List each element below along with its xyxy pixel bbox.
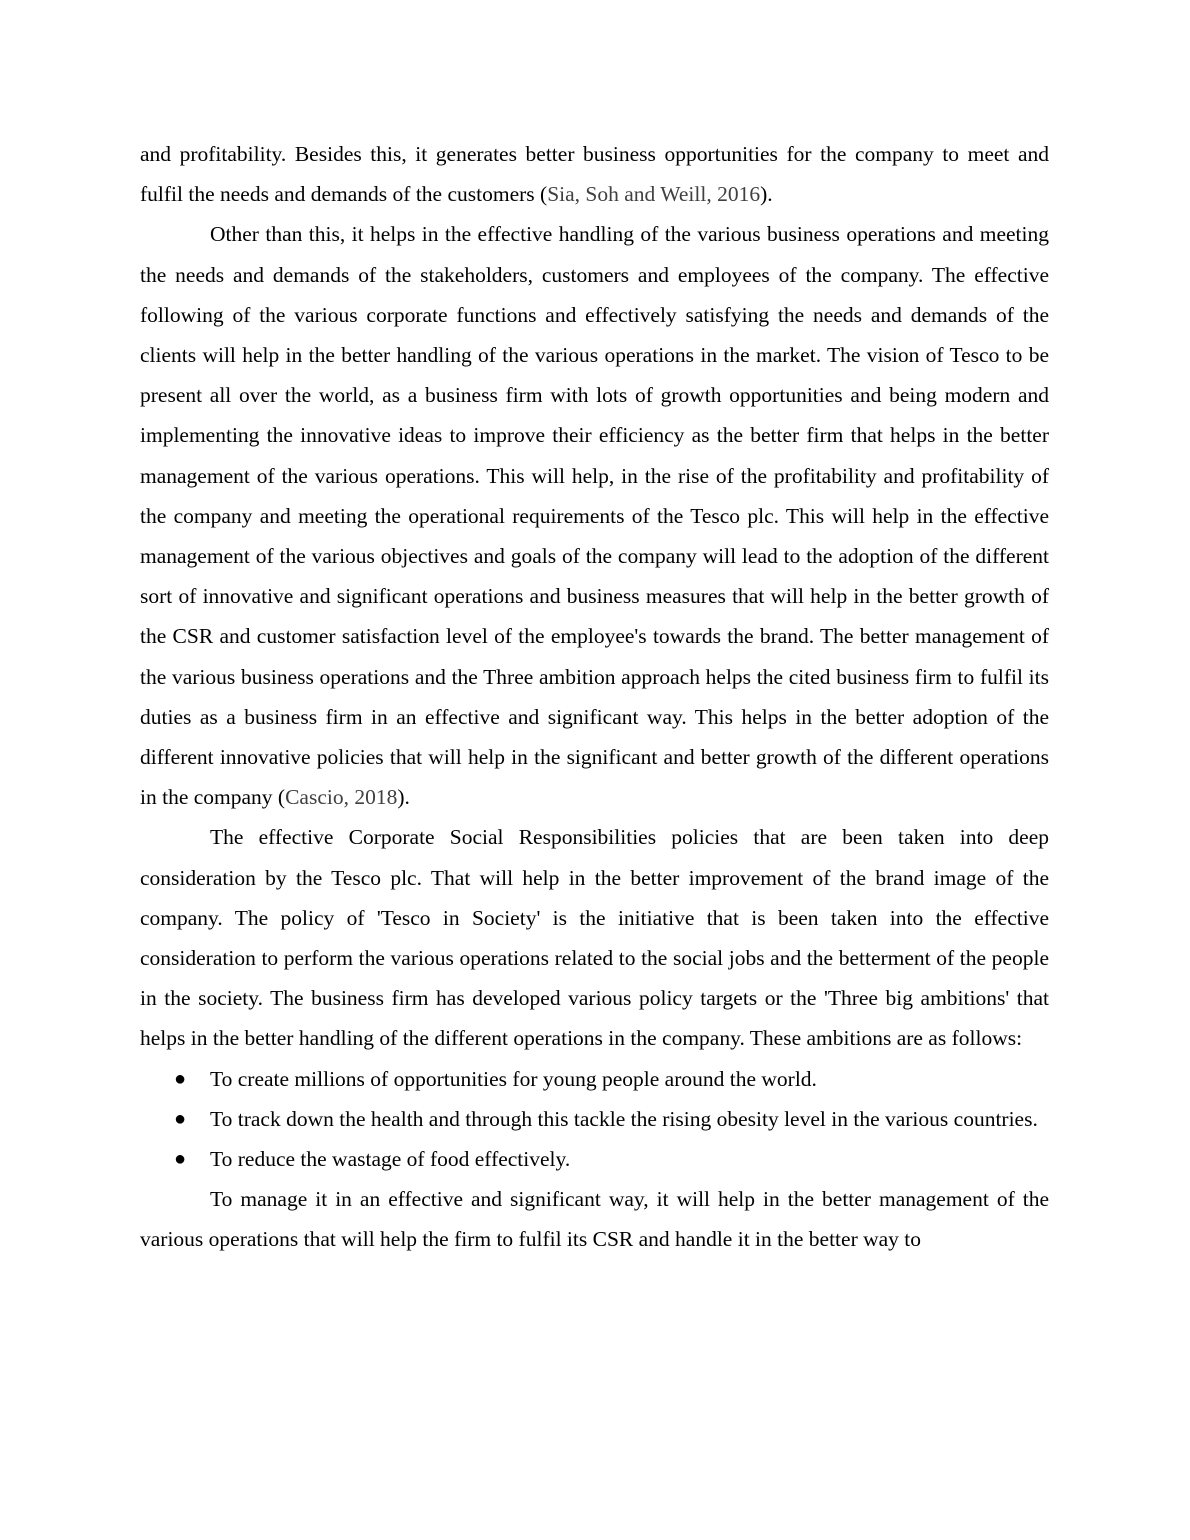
list-item-text: To reduce the wastage of food effectively. [210,1147,571,1172]
document-page [140,134,1049,1260]
paragraph-3-text: The effective Corporate Social Responsibilities policies that are been taken into deep consideration by the Tesco plc. That will help in the better improvement of the brand image of the company. The policy of 'Tesco in Society' is the initiative that is been taken into the effective consideration to perform the various operations related to the social jobs and the betterment of the people in the society. The business firm has developed various policy targets or the 'Three big ambitions' that helps in the better handling of the different operations in the company. These ambitions are as follows: [140,825,1049,1051]
citation-sia-soh-weill: Sia, Soh and Weill, 2016 [547,182,761,207]
paragraph-4-text: To manage it in an effective and significant way, it will help in the better management of the various operations that will help the firm to fulfil its CSR and handle it in the better way to [140,1187,1049,1252]
ambitions-list [140,1059,1049,1180]
paragraph-4 [140,1179,1049,1259]
paragraph-1-tail: ). [760,182,773,207]
bullet-icon: ● [174,1148,187,1171]
list-item [140,1099,1049,1139]
list-item-text: To create millions of opportunities for young people around the world. [210,1066,817,1091]
paragraph-3 [140,817,1049,1058]
citation-cascio: Cascio, 2018 [285,785,398,810]
paragraph-2-tail: ). [397,785,410,810]
paragraph-1 [140,134,1049,214]
bullet-icon: ● [174,1107,187,1130]
list-item-text: To track down the health and through this tackle the rising obesity level in the various countries. [210,1106,1038,1131]
bullet-icon: ● [174,1067,187,1090]
paragraph-2-text: Other than this, it helps in the effective handling of the various business operations and meeting the needs and demands of the stakeholders, customers and employees of the company. The effective following of the various corporate functions and effectively satisfying the needs and demands of the clients will help in the better handling of the various operations in the market. The vision of Tesco to be present all over the world, as a business firm with lots of growth opportunities and being modern and implementing the innovative ideas to improve their efficiency as the better firm that helps in the better management of the various operations. This will help, in the rise of the profitability and profitability of the company and meeting the operational requirements of the Tesco plc. This will help in the effective management of the various objectives and goals of the company will lead to the adoption of the different sort of innovative and significant operations and business measures that will help in the better growth of the CSR and customer satisfaction level of the employee's towards the brand. The better management of the various business operations and the Three ambition approach helps the cited business firm to fulfil its duties as a business firm in an effective and significant way. This helps in the better adoption of the different innovative policies that will help in the significant and better growth of the different operations in the company ( [140,222,1049,810]
paragraph-1-text: and profitability. Besides this, it generates better business opportunities for the company to meet and fulfil the needs and demands of the customers ( [140,142,1049,207]
list-item [140,1139,1049,1179]
paragraph-2 [140,214,1049,817]
list-item [140,1059,1049,1099]
